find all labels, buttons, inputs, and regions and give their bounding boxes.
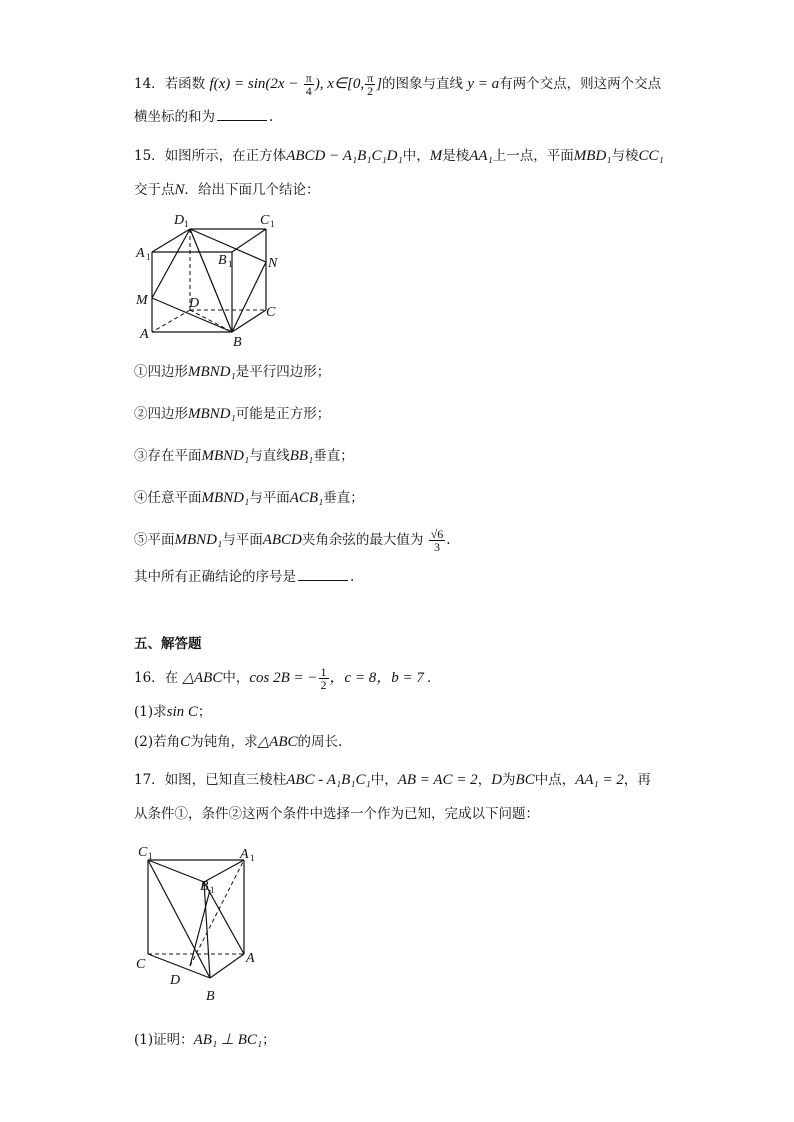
q14-func: f(x) = sin(2x − bbox=[209, 76, 299, 92]
q15-statement-3: ③存在平面MBND₁与直线BB₁垂直； bbox=[134, 448, 354, 464]
svg-text:1: 1 bbox=[148, 851, 153, 861]
q15-statement-1: ①四边形MBND₁是平行四边形； bbox=[134, 364, 331, 380]
cube-label-D: D bbox=[189, 296, 200, 311]
q14-frac-pi-2: $\frac{\pi}{2}$ bbox=[367, 71, 374, 98]
cube-label-D1: D bbox=[174, 213, 185, 228]
cube-label-A: A bbox=[140, 327, 149, 342]
svg-text:1: 1 bbox=[146, 252, 151, 262]
q16-part1: (1)求sin C； bbox=[134, 704, 212, 720]
q17-line1: 17．如图，已知直三棱柱ABC - A₁B₁C₁中，AB = AC = 2，D为BC中点，AA₁ = 2，再 bbox=[134, 772, 651, 788]
prism-figure bbox=[134, 840, 274, 1010]
prism-label-A: A bbox=[246, 951, 255, 966]
q15-line1: 15．如图所示，在正方体ABCD − A₁B₁C₁D₁中，M是棱AA₁上一点，平面MBD₁与棱CC₁ bbox=[134, 148, 664, 164]
q14-frac-pi-4: $\frac{\pi}{4}$ bbox=[305, 71, 312, 98]
q15-statement-4: ④任意平面MBND₁与平面ACB₁垂直； bbox=[134, 490, 364, 506]
q16-line1: 16．在 △ABC中，cos 2B = − $\frac{1}{2}$ ，c = 8，b = 7 . bbox=[134, 665, 432, 692]
q16-frac-half: $\frac{1}{2}$ bbox=[320, 665, 327, 692]
prism-label-D: D bbox=[170, 973, 181, 988]
prism-label-B: B bbox=[206, 989, 215, 1004]
q15-statement-2: ②四边形MBND₁可能是正方形； bbox=[134, 406, 331, 422]
q14-line2: 横坐标的和为 . bbox=[134, 106, 273, 127]
cube-label-C: C bbox=[266, 305, 276, 320]
sqrt6-over-3: $\frac{√6}{3}$ bbox=[430, 527, 444, 554]
cube-label-C1: C bbox=[260, 213, 270, 228]
q14-line-eq: y = a bbox=[467, 76, 500, 92]
svg-text:1: 1 bbox=[270, 219, 275, 229]
cube-label-B1: B bbox=[218, 253, 227, 268]
svg-text:1: 1 bbox=[184, 219, 189, 229]
prism-label-C1: C bbox=[138, 845, 148, 860]
prism-label-B1: B bbox=[200, 879, 209, 894]
q14-line1: 14．若函数 f(x) = sin(2x − $\frac{\pi}{4}$ ), x∈[0, $\frac{\pi}{2}$ ]的图象与直线 y = a有两个交点，则这两个交点 bbox=[134, 71, 662, 98]
cube-label-A1: A bbox=[136, 246, 145, 261]
section-heading: 五、解答题 bbox=[134, 636, 202, 652]
q15-conclusion: 其中所有正确结论的序号是 . bbox=[134, 566, 354, 587]
cube-label-N: N bbox=[268, 256, 278, 271]
answer-blank bbox=[298, 566, 348, 581]
cube-figure bbox=[134, 210, 294, 350]
svg-text:1: 1 bbox=[250, 853, 255, 863]
q17-part1: (1)证明：AB₁ ⊥ BC₁； bbox=[134, 1032, 276, 1048]
q15-statement-5: ⑤平面MBND₁与平面ABCD夹角余弦的最大值为 $\frac{√6}{3}$ . bbox=[134, 527, 451, 554]
q16-part2: (2)若角C为钝角，求△ABC的周长. bbox=[134, 734, 343, 750]
svg-text:1: 1 bbox=[210, 885, 215, 895]
svg-text:1: 1 bbox=[228, 259, 233, 269]
cube-label-B: B bbox=[233, 335, 242, 350]
cube-label-M: M bbox=[136, 293, 148, 308]
prism-label-C: C bbox=[136, 957, 146, 972]
q17-line2: 从条件①，条件②这两个条件中选择一个作为已知，完成以下问题： bbox=[134, 806, 539, 822]
answer-blank bbox=[217, 106, 267, 121]
q15-line2: 交于点N．给出下面几个结论： bbox=[134, 182, 320, 198]
prism-label-A1: A bbox=[240, 847, 249, 862]
